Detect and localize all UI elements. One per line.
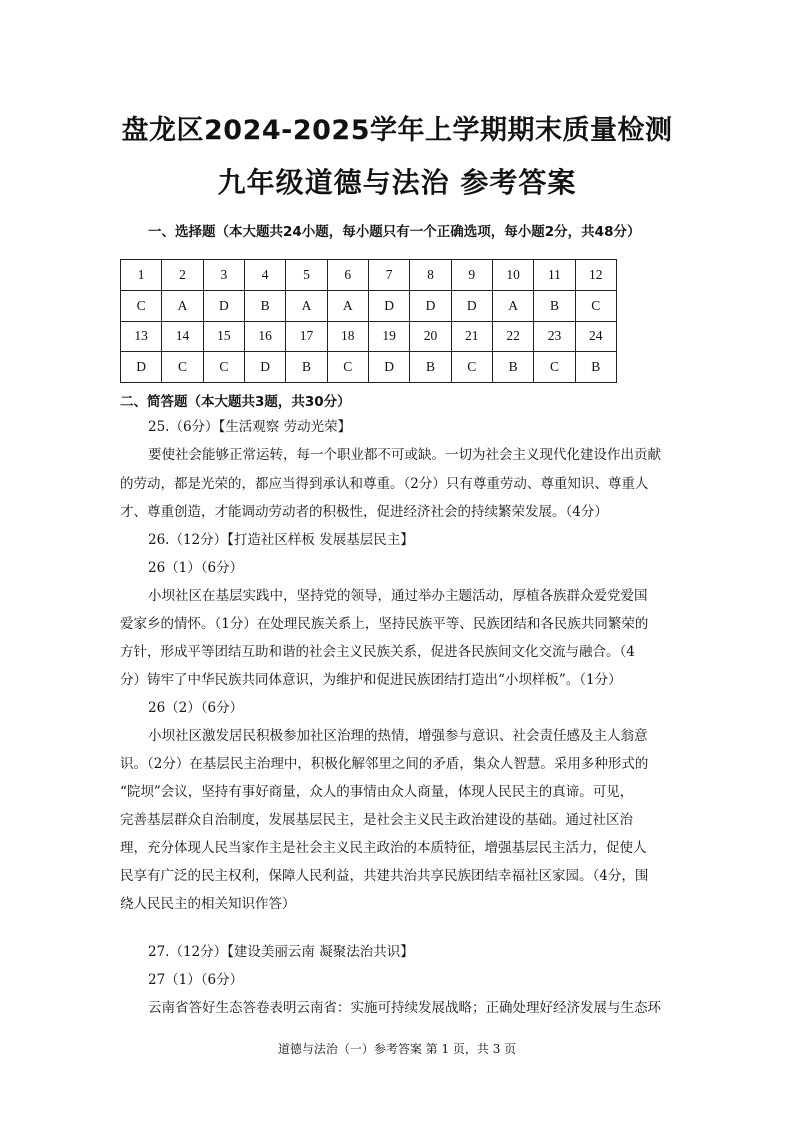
table-cell: D <box>244 352 285 383</box>
table-row <box>121 260 617 291</box>
table-cell: 8 <box>410 260 451 291</box>
paragraph-line: 的劳动，都是光荣的，都应当得到承认和尊重。（2分）只有尊重劳动、尊重知识、尊重人 <box>120 476 649 492</box>
paragraph-line: 爱家乡的情怀。（1分）在处理民族关系上，坚持民族平等、民族团结和各民族共同繁荣的 <box>120 616 649 632</box>
table-cell: 10 <box>492 260 533 291</box>
table-cell: B <box>244 290 285 321</box>
table-cell: 15 <box>203 321 244 352</box>
table-cell: B <box>492 352 533 383</box>
subquestion-heading: 26（1）（6分） <box>148 560 244 576</box>
question-heading: 25.（6分）【生活观察 劳动光荣】 <box>148 419 352 435</box>
paragraph-line: 要使社会能够正常运转，每一个职业都不可或缺。一切为社会主义现代化建设作出贡献 <box>148 447 661 463</box>
paragraph-line: 分）铸牢了中华民族共同体意识，为维护和促进民族团结打造出“小坝样板”。（1分） <box>120 672 622 688</box>
table-cell: 19 <box>368 321 409 352</box>
paragraph-line: 云南省答好生态答卷表明云南省：实施可持续发展战略；正确处理好经济发展与生态环 <box>148 1000 661 1016</box>
table-cell: B <box>410 352 451 383</box>
table-cell: 17 <box>286 321 327 352</box>
table-cell: A <box>162 290 203 321</box>
paragraph-line: “院坝”会议，坚持有事好商量，众人的事情由众人商量，体现人民民主的真谛。可见， <box>120 784 634 800</box>
table-row <box>121 352 617 383</box>
table-cell: B <box>286 352 327 383</box>
paragraph-line: 完善基层群众自治制度，发展基层民主，是社会主义民主政治建设的基础。通过社区治 <box>120 812 633 828</box>
table-cell: 21 <box>451 321 492 352</box>
table-cell: 3 <box>203 260 244 291</box>
table-cell: 7 <box>368 260 409 291</box>
page-title: 盘龙区2024-2025学年上学期期末质量检测 <box>121 115 673 146</box>
table-cell: A <box>327 290 368 321</box>
table-cell: 2 <box>162 260 203 291</box>
paragraph-line: 识。（2分）在基层民主治理中，积极化解邻里之间的矛盾，集众人智慧。采用多种形式的 <box>120 756 649 772</box>
table-row <box>121 290 617 321</box>
paragraph-line: 小坝社区激发居民积极参加社区治理的热情，增强参与意识、社会责任感及主人翁意 <box>148 728 648 744</box>
table-cell: 12 <box>575 260 616 291</box>
table-cell: 24 <box>575 321 616 352</box>
table-cell: D <box>368 352 409 383</box>
table-cell: 14 <box>162 321 203 352</box>
section-heading-choice: 一、选择题（本大题共24小题，每小题只有一个正确选项，每小题2分，共48分） <box>148 224 641 240</box>
page-subtitle: 九年级道德与法治 参考答案 <box>217 166 577 199</box>
table-row <box>121 321 617 352</box>
table-cell: A <box>286 290 327 321</box>
question-heading: 26.（12分）【打造社区样板 发展基层民主】 <box>148 532 414 548</box>
table-cell: B <box>534 290 575 321</box>
question-heading: 27.（12分）【建设美丽云南 凝聚法治共识】 <box>148 944 414 960</box>
table-cell: C <box>534 352 575 383</box>
table-cell: 5 <box>286 260 327 291</box>
table-cell: D <box>451 290 492 321</box>
table-cell: 4 <box>244 260 285 291</box>
table-cell: C <box>575 290 616 321</box>
paragraph-line: 方针，形成平等团结互助和谐的社会主义民族关系，促进各民族间文化交流与融合。（4 <box>120 644 635 660</box>
paragraph-line: 小坝社区在基层实践中，坚持党的领导，通过举办主题活动，厚植各族群众爱党爱国 <box>148 588 648 604</box>
table-cell: 18 <box>327 321 368 352</box>
table-cell: 9 <box>451 260 492 291</box>
table-cell: C <box>203 352 244 383</box>
table-cell: C <box>451 352 492 383</box>
table-cell: D <box>203 290 244 321</box>
section-heading-short-answer: 二、简答题（本大题共3题，共30分） <box>120 394 351 410</box>
page-footer: 道德与法治（一）参考答案 第 1 页，共 3 页 <box>277 1042 517 1056</box>
table-cell: D <box>121 352 162 383</box>
paragraph-line: 理，充分体现人民当家作主是社会主义民主政治的本质特征，增强基层民主活力，促使人 <box>120 840 647 856</box>
table-cell: 6 <box>327 260 368 291</box>
table-cell: D <box>410 290 451 321</box>
table-cell: 20 <box>410 321 451 352</box>
paragraph-line: 才、尊重创造，才能调动劳动者的积极性，促进经济社会的持续繁荣发展。（4分） <box>120 504 608 520</box>
table-cell: 11 <box>534 260 575 291</box>
table-cell: 13 <box>121 321 162 352</box>
subquestion-heading: 27（1）（6分） <box>148 972 244 988</box>
table-cell: C <box>121 290 162 321</box>
table-cell: C <box>327 352 368 383</box>
table-cell: 1 <box>121 260 162 291</box>
table-cell: 23 <box>534 321 575 352</box>
table-cell: 22 <box>492 321 533 352</box>
paragraph-line: 民享有广泛的民主权利，保障人民利益，共建共治共享民族团结幸福社区家园。（4分，围 <box>120 868 649 884</box>
table-cell: 16 <box>244 321 285 352</box>
paragraph-line: 绕人民民主的相关知识作答） <box>120 896 296 912</box>
table-cell: B <box>575 352 616 383</box>
table-cell: C <box>162 352 203 383</box>
answer-table <box>120 259 617 383</box>
table-cell: D <box>368 290 409 321</box>
subquestion-heading: 26（2）（6分） <box>148 700 244 716</box>
table-cell: A <box>492 290 533 321</box>
